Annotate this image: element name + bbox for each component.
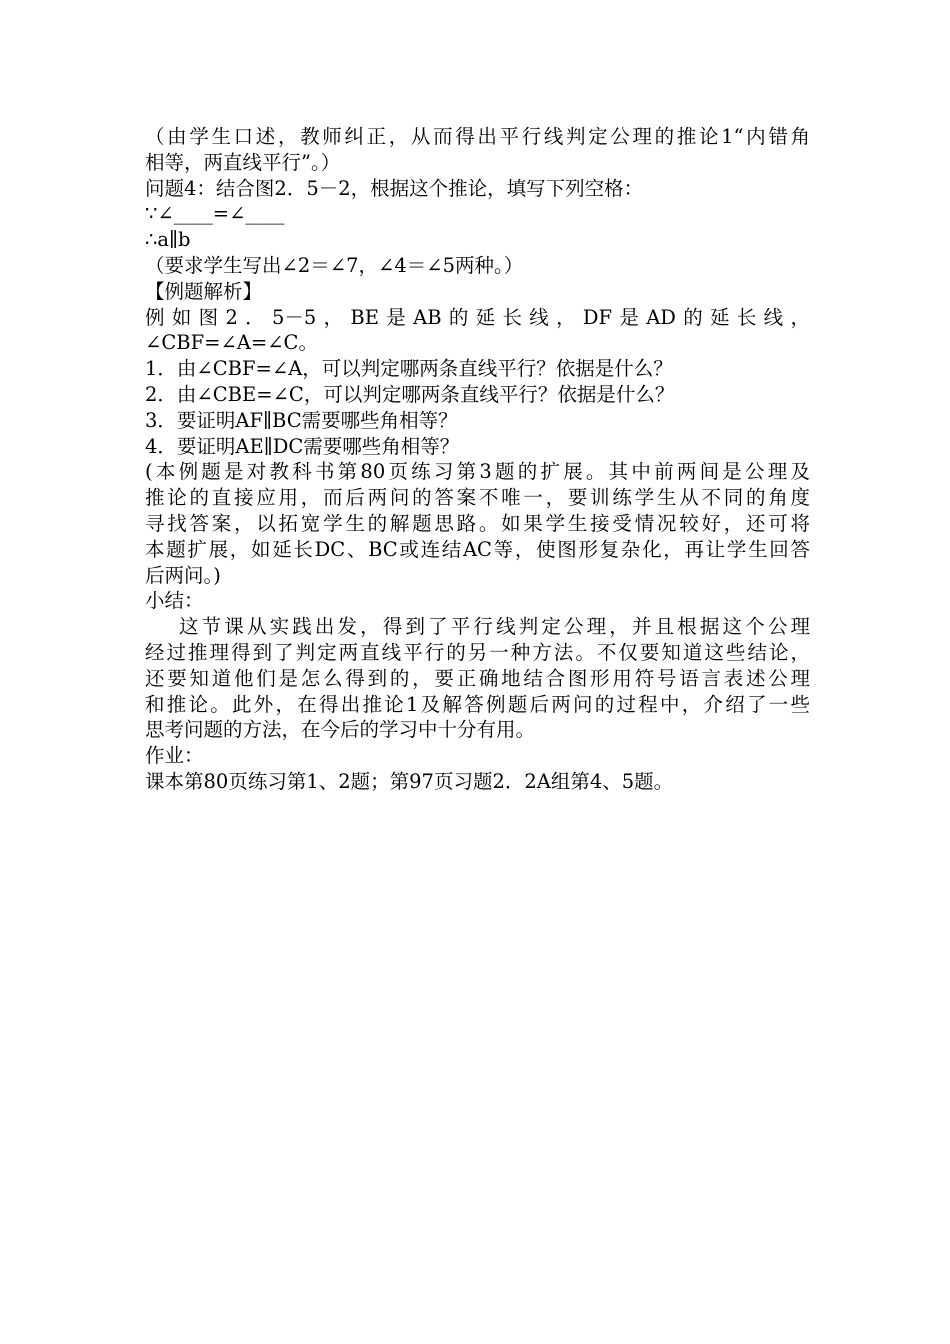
- text-line: 问题4：结合图2．5－2，根据这个推论，填写下列空格：: [145, 176, 644, 200]
- text-line: （要求学生写出∠2＝∠7，∠4＝∠5两种。）: [145, 253, 524, 277]
- text-line: 例如图2．5－5，BE是AB的延长线，DF是AD的延长线，: [145, 305, 810, 329]
- text-line: 课本第80页练习第1、2题；第97页习题2．2A组第4、5题。: [145, 769, 674, 793]
- section-heading: 小结：: [145, 589, 204, 613]
- text-line: ∵∠____=∠____: [145, 202, 285, 226]
- section-heading: 作业：: [145, 744, 204, 768]
- text-line: ∴a∥b: [145, 228, 191, 252]
- text-line: 后两问。): [145, 563, 221, 587]
- question-item: 2．由∠CBE=∠C，可以判定哪两条直线平行？依据是什么？: [145, 382, 675, 406]
- text-line: （由学生口述，教师纠正，从而得出平行线判定公理的推论1“内错角: [145, 125, 810, 148]
- text-line: 经过推理得到了判定两直线平行的另一种方法。不仅要知道这些结论，: [145, 640, 810, 664]
- text-line: (本例题是对教科书第80页练习第3题的扩展。其中前两间是公理及: [145, 460, 810, 484]
- text-line: 本题扩展，如延长DC、BC或连结AC等，使图形复杂化，再让学生回答: [145, 537, 810, 561]
- text-line: 还要知道他们是怎么得到的，要正确地结合图形用符号语言表述公理: [145, 666, 810, 690]
- text-line: 这节课从实践出发，得到了平行线判定公理，并且根据这个公理: [179, 615, 810, 639]
- question-item: 3．要证明AF∥BC需要哪些角相等？: [145, 408, 458, 432]
- question-item: 1．由∠CBF=∠A，可以判定哪两条直线平行？依据是什么？: [145, 357, 673, 381]
- text-line: 寻找答案，以拓宽学生的解题思路。如果学生接受情况较好，还可将: [145, 511, 810, 535]
- section-heading: 【例题解析】: [145, 279, 263, 303]
- text-line: 推论的直接应用，而后两问的答案不唯一，要训练学生从不同的角度: [145, 486, 810, 510]
- document-body: [145, 124, 810, 795]
- text-line: 和推论。此外，在得出推论1及解答例题后两问的过程中，介绍了一些: [145, 692, 810, 716]
- text-line: ∠CBF=∠A=∠C。: [145, 331, 318, 355]
- question-item: 4．要证明AE∥DC需要哪些角相等？: [145, 434, 460, 458]
- text-line: 思考问题的方法，在今后的学习中十分有用。: [145, 718, 536, 742]
- text-line: 相等，两直线平行”。）: [145, 150, 341, 174]
